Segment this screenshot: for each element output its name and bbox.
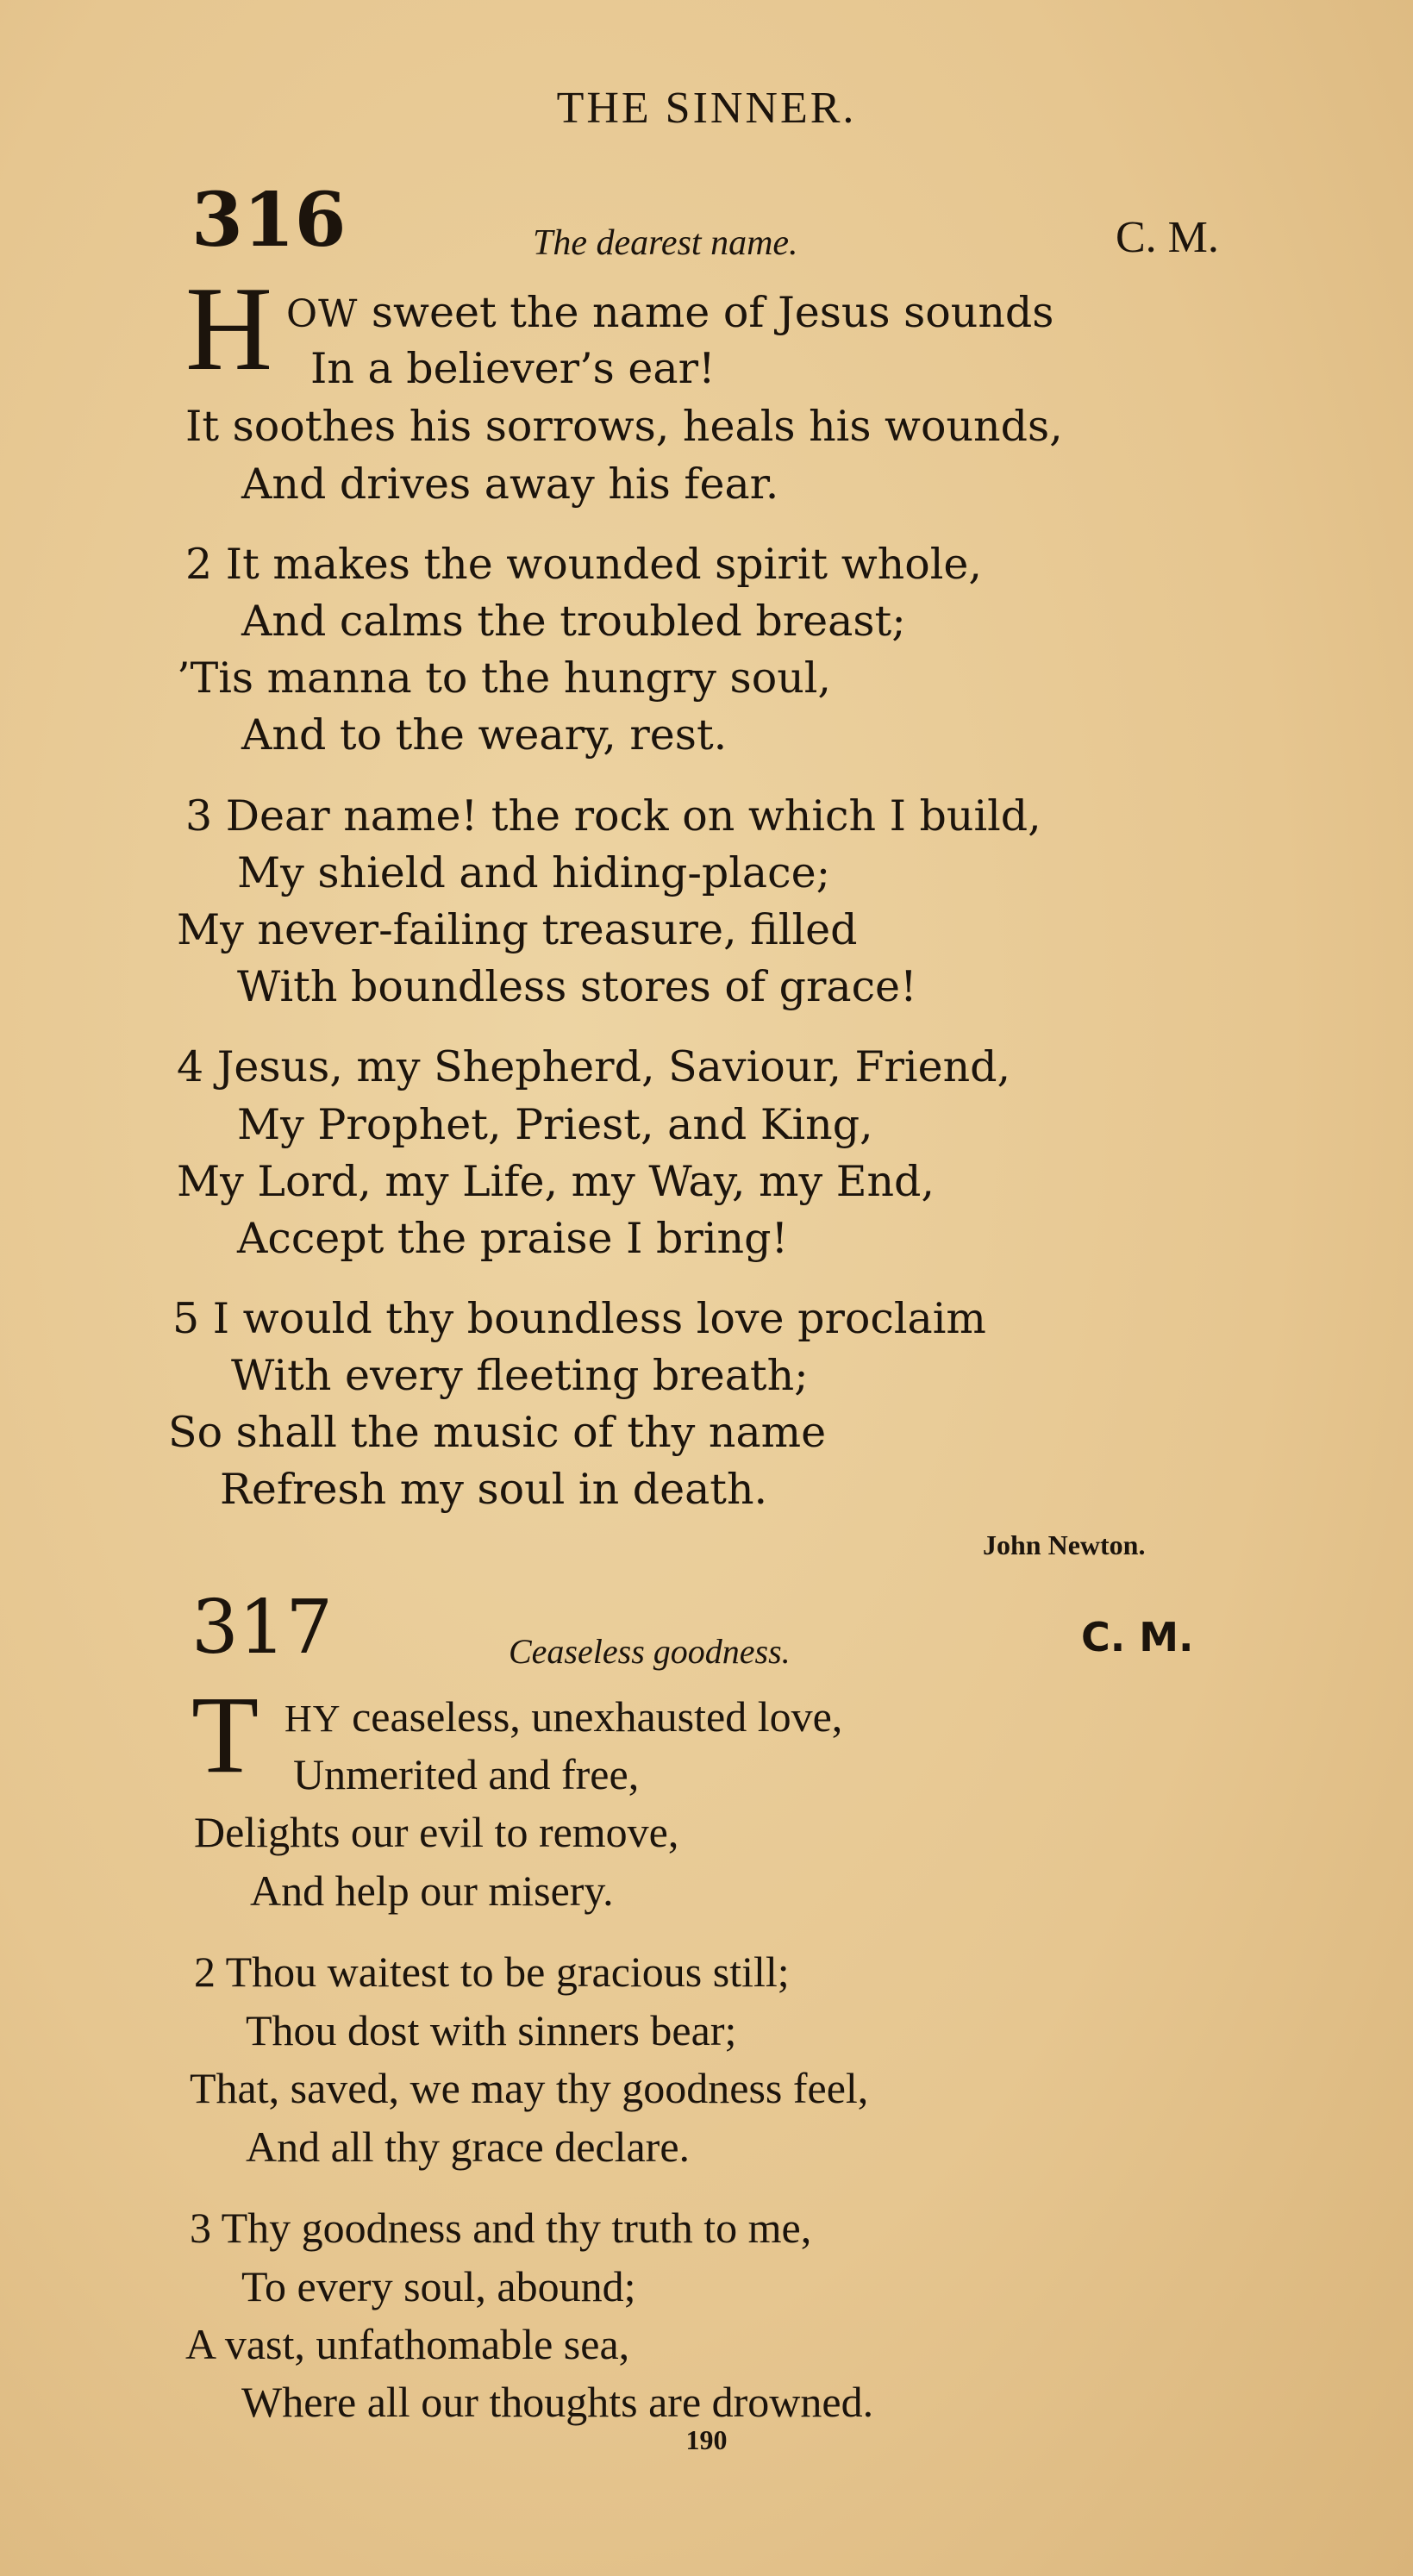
verse-line: And help our misery. [250, 1866, 614, 1915]
verse-line: Where all our thoughts are drowned. [241, 2378, 874, 2426]
verse-line: And to the weary, rest. [241, 710, 728, 760]
verse-line: And drives away his fear. [241, 460, 779, 509]
verse-line: OW sweet the name of Jesus sounds [286, 288, 1054, 337]
verse-line: HY ceaseless, unexhausted love, [284, 1692, 843, 1741]
verse-line: 3 Dear name! the rock on which I build, [185, 791, 1041, 841]
hymn-title: Ceaseless goodness. [509, 1632, 791, 1671]
drop-cap: H [185, 262, 273, 396]
verse-line: 2 It makes the wounded spirit whole, [185, 540, 982, 589]
verse-line: My shield and hiding-place; [237, 848, 831, 897]
verse-line: 3 Thy goodness and thy truth to me, [190, 2204, 812, 2252]
verse-line: With every fleeting breath; [231, 1351, 809, 1400]
hymn-meter: C. M. [1116, 213, 1219, 262]
verse-line: My Lord, my Life, my Way, my End, [177, 1157, 935, 1206]
verse-line: Accept the praise I bring! [237, 1214, 789, 1263]
verse-line: 4 Jesus, my Shepherd, Saviour, Friend, [177, 1042, 1011, 1091]
verse-line: Unmerited and free, [293, 1750, 640, 1798]
verse-line: My Prophet, Priest, and King, [237, 1100, 873, 1149]
verse-line: To every soul, abound; [241, 2262, 636, 2310]
verse-line: With boundless stores of grace! [237, 962, 917, 1011]
verse-line: 5 I would thy boundless love proclaim [172, 1294, 986, 1343]
hymn-meter: C. M. [1081, 1614, 1194, 1660]
verse-line: Delights our evil to remove, [194, 1808, 679, 1856]
drop-cap: T [191, 1673, 259, 1796]
verse-line: A vast, unfathomable sea, [185, 2320, 630, 2368]
verse-line: In a believer’s ear! [310, 344, 716, 393]
verse-line: My never-failing treasure, filled [177, 905, 858, 954]
verse-line: And all thy grace declare. [246, 2123, 691, 2171]
hymn-number: 317 [191, 1585, 334, 1671]
verse-line: 2 Thou waitest to be gracious still; [194, 1948, 790, 1996]
verse-line: That, saved, we may thy goodness feel, [190, 2064, 869, 2112]
verse-line: ’Tis manna to the hungry soul, [177, 653, 831, 703]
page-number: 190 [685, 2424, 728, 2455]
running-head: THE SINNER. [556, 84, 857, 133]
verse-line: Refresh my soul in death. [220, 1465, 768, 1514]
author-attribution: John Newton. [983, 1529, 1146, 1560]
verse-line: Thou dost with sinners bear; [246, 2006, 737, 2054]
verse-line: So shall the music of thy name [168, 1408, 827, 1457]
hymn-title: The dearest name. [533, 223, 798, 263]
verse-line: It soothes his sorrows, heals his wounds, [185, 402, 1063, 451]
verse-line: And calms the troubled breast; [241, 597, 906, 646]
hymn-number: 316 [191, 177, 347, 264]
